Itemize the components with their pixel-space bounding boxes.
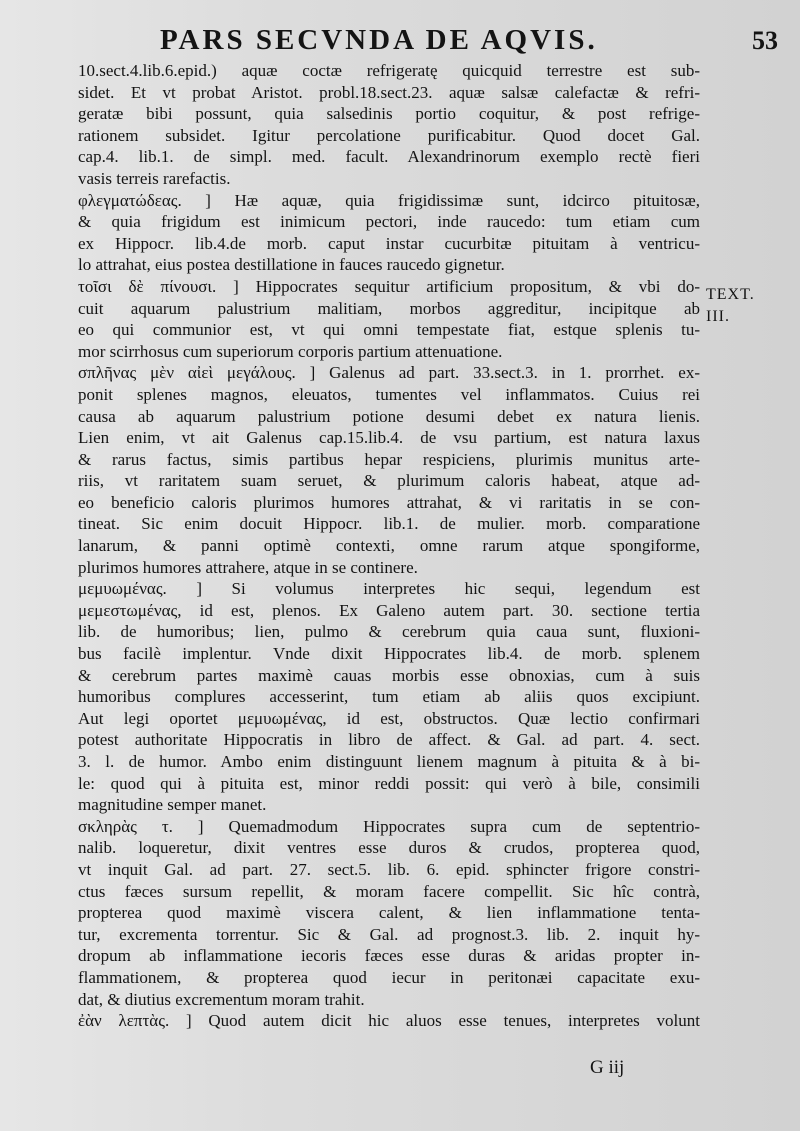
text-line: vt inquit Gal. ad part. 27. sect.5. lib. 6. epid. sphincter frigore constri-: [78, 859, 700, 879]
text-line: σκληρὰς τ. ] Quemadmodum Hippocrates supra cum de septentrio-: [78, 816, 700, 836]
text-line: & cerebrum partes maximè cauas morbis esse obnoxias, cum à suis: [78, 665, 700, 685]
text-line: causa ab aquarum palustrium potione desumi debet ex natura lienis.: [78, 406, 700, 426]
text-line: vasis terreis rarefactis.: [78, 168, 231, 188]
text-line: rationem subsidet. Igitur percolatione purificabitur. Quod docet Gal.: [78, 125, 700, 145]
text-line: sidet. Et vt probat Aristot. probl.18.sect.23. aquæ salsæ calefactæ & refri-: [78, 82, 700, 102]
running-head: [0, 22, 800, 62]
text-line: φλεγματώδεας. ] Hæ aquæ, quia frigidissimæ sunt, idcirco pituitosæ,: [78, 190, 700, 210]
text-line: cuit aquarum palustrium malitiam, morbos aggreditur, incipitque ab: [78, 298, 700, 318]
text-line: eo beneficio caloris plurimos humores attrahat, & vi raritatis in se con-: [78, 492, 700, 512]
text-line: le: quod qui à pituita est, minor reddi possit: qui verò à bile, consimili: [78, 773, 700, 793]
margin-note-number: III.: [706, 308, 730, 325]
text-line: 3. l. de humor. Ambo enim distinguunt lienem magnum à pituita & à bi-: [78, 752, 700, 771]
text-line: ctus fæces sursum repellit, & moram facere compellit. Sic hîc contrà,: [78, 881, 700, 901]
page-number: 53: [752, 26, 778, 55]
text-line: μεμεστωμένας, id est, plenos. Ex Galeno autem part. 30. sectione tertia: [78, 600, 700, 620]
text-line: lib. de humoribus; lien, pulmo & cerebrum quia caua sunt, fluxioni-: [78, 622, 700, 642]
text-line: τοῖσι δὲ πίνουσι. ] Hippocrates sequitur artificium propositum, & vbi do-: [78, 276, 700, 296]
text-line: cap.4. lib.1. de simpl. med. facult. Alexandrinorum exemplo rectè fieri: [78, 147, 700, 167]
text-line: tineat. Sic enim docuit Hippocr. lib.1. de mulier. morb. comparatione: [78, 514, 700, 534]
text-line: σπλῆνας μὲν αἰεὶ μεγάλους. ] Galenus ad part. 33.sect.3. in 1. prorrhet. ex-: [78, 363, 700, 383]
text-line: bus facilè implentur. Vnde dixit Hippocrates lib.4. de morb. splenem: [78, 644, 700, 664]
text-line: dat, & diutius excrementum moram trahit.: [78, 989, 365, 1009]
text-line: 10.sect.4.lib.6.epid.) aquæ coctæ refrigeratę quicquid terrestre est sub-: [78, 61, 700, 80]
signature-mark: G iij: [590, 1057, 625, 1078]
text-line: μεμυωμένας. ] Si volumus interpretes hic sequi, legendum est: [78, 579, 700, 599]
text-line: eo qui communior est, vt qui omni tempestate fiat, estque splenis tu-: [78, 320, 700, 340]
text-line: magnitudine semper manet.: [78, 795, 267, 815]
text-line: humoribus complures accesserint, tum etiam ab aliis quos excipiunt.: [78, 687, 700, 707]
text-line: & quia frigidum est inimicum pectori, inde raucedo: tum etiam cum: [78, 212, 700, 232]
text-line: mor scirrhosus cum superiorum corporis partium attenuatione.: [78, 341, 503, 361]
text-line: tur, excrementa torrentur. Sic & Gal. ad prognost.3. lib. 2. inquit hy-: [78, 924, 700, 944]
text-line: geratæ bibi possunt, quia salsedinis portio coquitur, & post refrige-: [78, 104, 700, 124]
running-title: PARS SECVNDA DE AQVIS.: [160, 24, 598, 56]
text-line: ἐὰν λεπτὰς. ] Quod autem dicit hic aluos esse tenues, interpretes volunt: [78, 1011, 700, 1031]
text-line: lanarum, & panni optimè contexti, omne rarum atque spongiforme,: [78, 536, 700, 556]
text-line: Lien enim, vt ait Galenus cap.15.lib.4. de vsu partium, est natura laxus: [78, 428, 700, 448]
text-line: Aut legi oportet μεμυωμένας, id est, obstructos. Quæ lectio confirmari: [78, 708, 700, 728]
text-line: ex Hippocr. lib.4.de morb. caput instar cucurbitæ pituitam à ventricu-: [78, 233, 700, 253]
text-line: flammationem, & propterea quod iecur in peritonæi capacitate exu-: [78, 967, 700, 987]
text-line: plurimos humores attrahere, atque in se continere.: [78, 557, 418, 577]
text-line: propterea quod maximè viscera calent, & lien inflammatione tenta-: [78, 903, 700, 923]
text-line: nalib. loqueretur, dixit ventres esse duros & crudos, propterea quod,: [78, 838, 700, 858]
text-line: ponit splenes magnos, eleuatos, tumentes vel inflammatos. Cuius rei: [78, 384, 700, 404]
text-line: riis, vt raritatem suam seruet, & plurimum caloris habeat, atque ad-: [78, 471, 700, 491]
text-line: lo attrahat, eius postea destillatione in fauces raucedo gignetur.: [78, 255, 505, 275]
margin-note: [706, 284, 755, 328]
margin-note-text: TEXT.: [706, 286, 755, 303]
text-line: potest authoritate Hippocratis in libro de affect. & Gal. ad part. 4. sect.: [78, 730, 700, 750]
body-text: [78, 60, 700, 1032]
text-line: & rarus factus, simis partibus hepar respiciens, plurimis munitus arte-: [78, 449, 700, 469]
text-line: dropum ab inflammatione iecoris fæces esse duras & aridas propter in-: [78, 946, 700, 966]
